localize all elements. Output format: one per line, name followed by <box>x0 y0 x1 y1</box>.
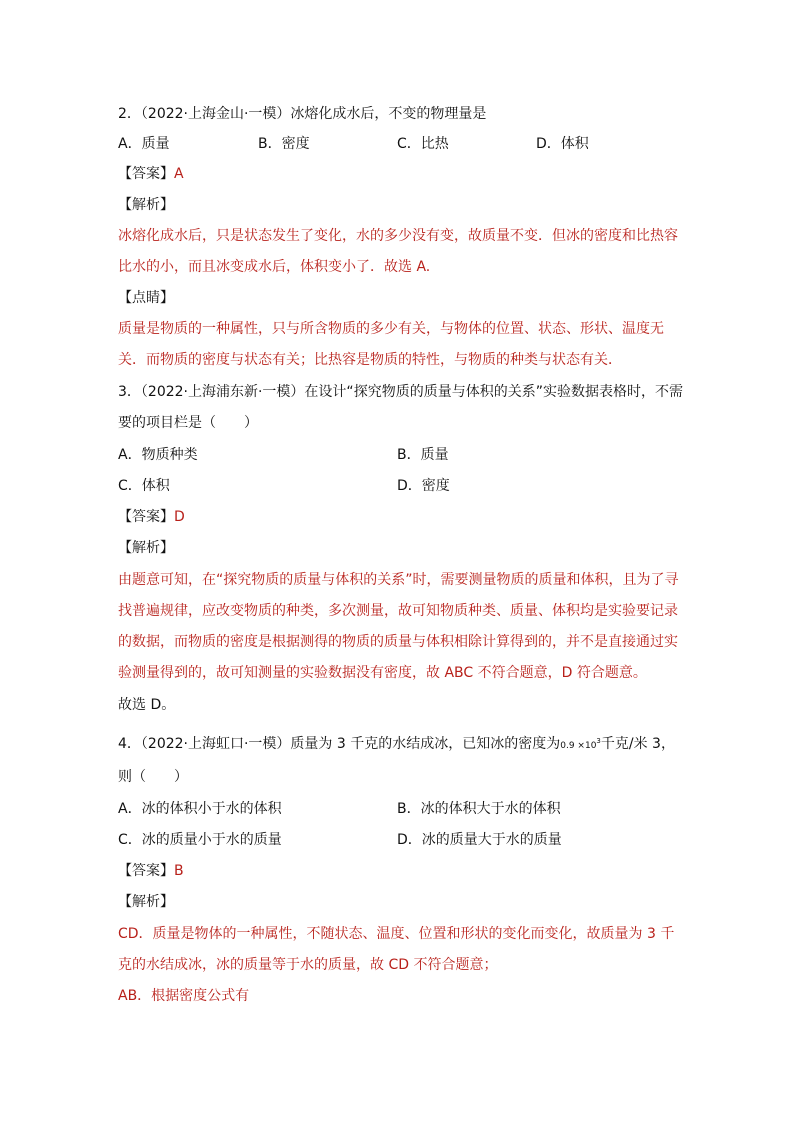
q2-option-c: C．比热 <box>397 136 449 152</box>
answer-tag: 【答案】 <box>118 166 174 182</box>
q3-analysis-line-4: 验测量得到的，故可知测量的实验数据没有密度，故 ABC 不符合题意，D 符合题意。 <box>118 665 647 681</box>
q4-stem-line-2: 则（ ） <box>118 769 188 785</box>
q2-stem: 2．（2022·上海金山·一模）冰熔化成水后，不变的物理量是 <box>118 106 487 122</box>
q4-analysis-line-1: CD．质量是物体的一种属性，不随状态、温度、位置和形状的变化而变化，故质量为 3 千 <box>118 926 675 942</box>
q4-option-d: D．冰的质量大于水的质量 <box>397 832 562 848</box>
q3-answer <box>118 507 185 527</box>
q4-density-value: 0.9 ×10 <box>560 741 597 751</box>
q4-stem-line-1 <box>118 731 675 756</box>
q4-analysis-line-3: AB．根据密度公式有 <box>118 988 250 1004</box>
q4-stem-prefix: 4．（2022·上海虹口·一模）质量为 3 千克的水结成冰，已知冰的密度为 <box>118 736 561 752</box>
q4-stem-suffix: 千克/米 3， <box>600 736 675 752</box>
q4-option-a: A．冰的体积小于水的体积 <box>118 801 282 817</box>
q3-analysis-tag: 【解析】 <box>118 540 174 556</box>
answer-value: A <box>174 166 184 182</box>
q2-analysis-line-2: 比水的小，而且冰变成水后，体积变小了．故选 A. <box>118 259 431 275</box>
q4-option-c: C．冰的质量小于水的质量 <box>118 832 282 848</box>
q4-answer <box>118 861 184 881</box>
q4-density-exponent: 3 <box>596 737 601 745</box>
q4-analysis-tag: 【解析】 <box>118 894 174 910</box>
q3-conclusion: 故选 D。 <box>118 697 176 713</box>
answer-tag: 【答案】 <box>118 509 174 525</box>
q2-comment-line-1: 质量是物质的一种属性，只与所含物质的多少有关，与物体的位置、状态、形状、温度无 <box>118 321 664 337</box>
q3-option-b: B．质量 <box>397 447 449 463</box>
q3-option-c: C．体积 <box>118 478 170 494</box>
q2-analysis-line-1: 冰熔化成水后，只是状态发生了变化，水的多少没有变，故质量不变．但冰的密度和比热容 <box>118 228 678 244</box>
q3-analysis-line-3: 的数据，而物质的密度是根据测得的物质的质量与体积相除计算得到的，并不是直接通过实 <box>118 634 678 650</box>
q2-comment-tag: 【点睛】 <box>118 290 174 306</box>
q4-option-b: B．冰的体积大于水的体积 <box>397 801 561 817</box>
q2-option-a: A．质量 <box>118 136 170 152</box>
q2-analysis-tag: 【解析】 <box>118 197 174 213</box>
answer-value: D <box>174 509 185 525</box>
q4-options-row-1 <box>118 799 718 819</box>
q3-stem-line-1: 3．（2022·上海浦东新·一模）在设计“探究物质的质量与体积的关系”实验数据表格时，不需 <box>118 384 683 400</box>
q2-option-b: B．密度 <box>258 136 310 152</box>
q2-options <box>118 134 718 154</box>
q3-options-row-1 <box>118 445 718 465</box>
q4-analysis-line-2: 克的水结成冰，冰的质量等于水的质量，故 CD 不符合题意； <box>118 957 498 973</box>
answer-tag: 【答案】 <box>118 863 174 879</box>
answer-value: B <box>174 863 184 879</box>
q2-comment-line-2: 关．而物质的密度与状态有关；比热容是物质的特性，与物质的种类与状态有关． <box>118 352 622 368</box>
q3-analysis-line-2: 找普遍规律，应改变物质的种类，多次测量，故可知物质种类、质量、体积均是实验要记录 <box>118 603 678 619</box>
q3-analysis-line-1: 由题意可知，在“探究物质的质量与体积的关系”时，需要测量物质的质量和体积，且为了寻 <box>118 572 679 588</box>
q3-stem-line-2: 要的项目栏是（ ） <box>118 415 258 431</box>
q2-option-d: D．体积 <box>536 136 589 152</box>
q4-options-row-2 <box>118 830 718 850</box>
q3-options-row-2 <box>118 476 718 496</box>
q3-option-d: D．密度 <box>397 478 450 494</box>
q3-option-a: A．物质种类 <box>118 447 198 463</box>
q2-answer <box>118 164 184 184</box>
